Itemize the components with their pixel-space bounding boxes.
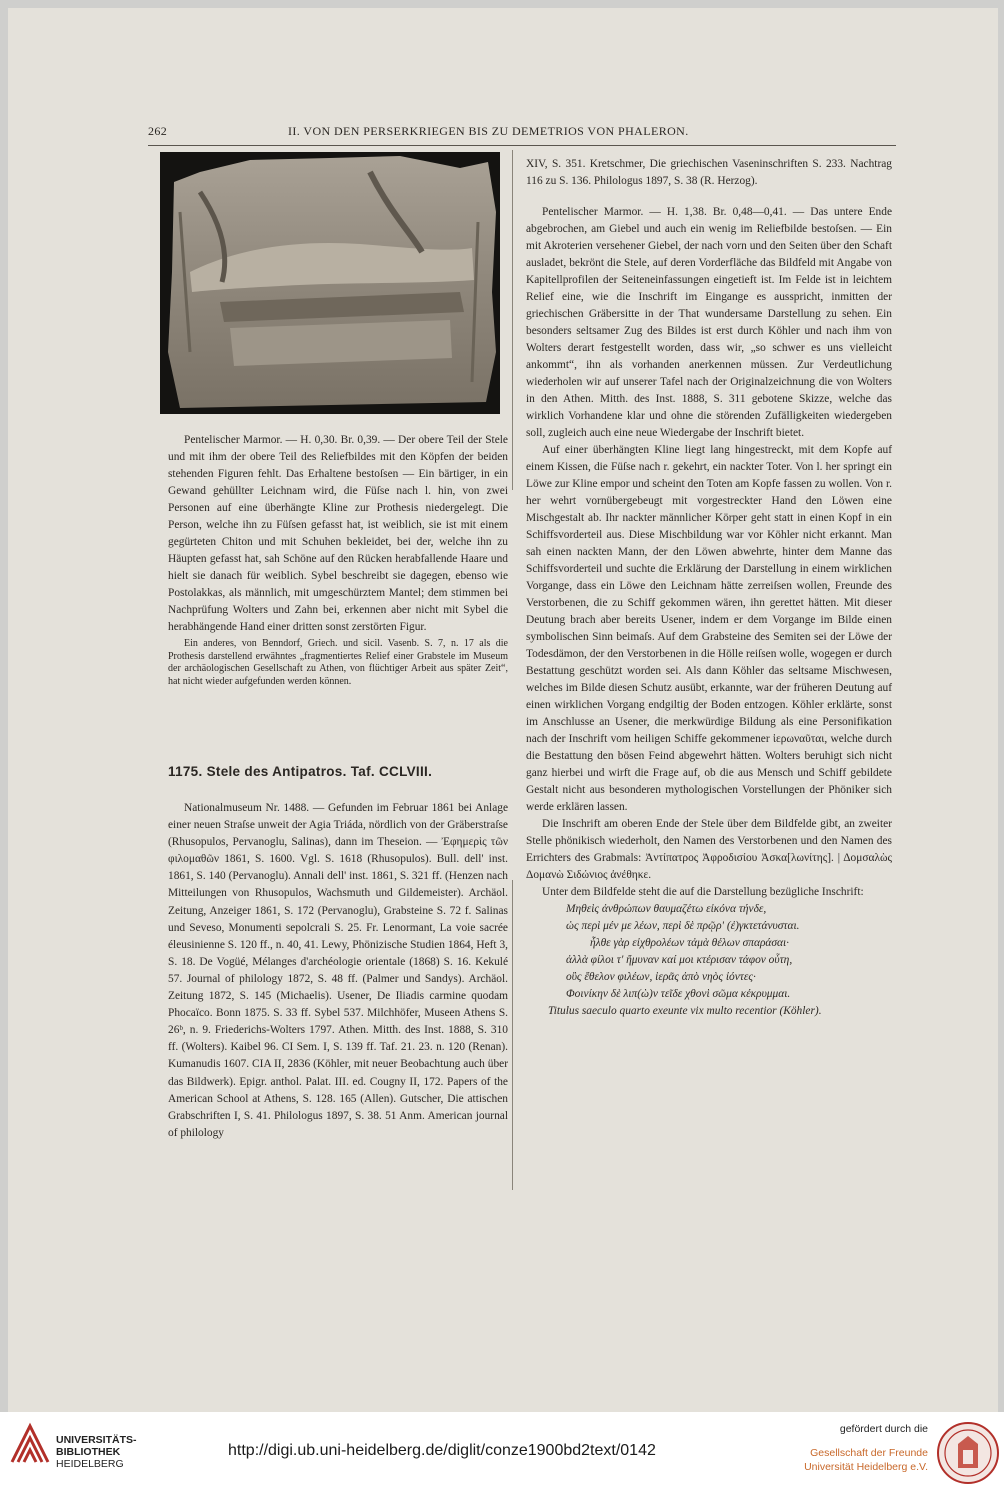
sponsor-org-line: Universität Heidelberg e.V.: [804, 1461, 928, 1473]
right-column: [526, 156, 892, 1020]
library-name-line: BIBLIOTHEK: [56, 1446, 121, 1458]
verse-line: οὓς ἔθελον φιλέων, ἱερᾶς ἀπὸ νηὸς ἰόντες·: [566, 971, 756, 983]
bibliography: [168, 800, 508, 1142]
footer-bar: [0, 1412, 1004, 1495]
sponsor-note: [778, 1422, 928, 1474]
paragraph: Pentelischer Marmor. — H. 1,38. Br. 0,48—0,41. — Das untere Ende abgebrochen, am Giebel und auch ein wenig im Reliefbilde bestoſsen. — Ein mit Akroterien versehener Giebel, der nach vorn und den Seiten über den Schaft ausladet, bekrönt die Stele, auf deren Vorderfläche das Bildfeld mit Angabe von Kapitellprofilen der Seiteneinfassungen eingetieft ist. Im Felde ist in leichtem Relief eine, wie die Inschrift im Eingange es ausspricht, inmitten der griechischen Gräbersitte in der That wundersame Darstellung zu sehen. Ein besonders seltsamer Zug des Bildes ist erst durch Köhler und nach ihm von Wolters derart festgestellt worden, dass wir, „so schwer es uns vielleicht ankommt“, ihn als vorhanden anerkennen müssen. Zur Verdeutlichung wiederholen wir auf unserer Tafel nach der Originalzeichnung die von Wolters in den Athen. Mitth. des Inst. 1888, S. 311 gebotene Skizze, welche das wirklich Vorhandene klar und ohne die störenden Zufälligkeiten wiedergeben soll, zugleich auch eine neue Wiedergabe der Inschrift bietet.: [526, 206, 892, 439]
relief-photograph: [160, 152, 500, 414]
column-rule: [512, 150, 513, 490]
verse-line: Μηθεὶς ἀνθρώπων θαυμαζέτω εἰκόνα τήνδε,: [566, 903, 767, 915]
running-title: II. VON DEN PERSERKRIEGEN BIS ZU DEMETRIOS VON PHALERON.: [288, 124, 689, 138]
caption-paragraph: Pentelischer Marmor. — H. 0,30. Br. 0,39. — Der obere Teil der Stele und mit ihm der obere Teil des Reliefbildes mit den Köpfen der beiden stehenden Figuren fehlt. Das Erhaltene bestoſsen — Ein bärtiger, in ein Gewand gehüllter Leichnam wird, die Füſse nach l. hin, von zwei Personen auf eine überhängte Kline zur Prothesis niedergelegt. Die Person, welche ihn zu Füſsen gefasst hat, ist weiblich, sie ist mit einem gegürteten Chiton und mit Schuhen bekleidet, bei der, welche ihn zu Häupten gefasst hat, sah Schöne auf den Rücken herabfallende Haare und hielt sie danach für weiblich. Sybel beschreibt sie dagegen, ebenso wie Postolakkas, als männlich, mit umgeschürztem Mantel; dem stimmen bei Nachprüfung Wolters und Zahn bei, erkennen aber nicht mit Sybel die herabhängende Hand einer dritten sonst zerstörten Figur.: [168, 434, 508, 633]
bibliography-text: Nationalmuseum Nr. 1488. — Gefunden im Februar 1861 bei Anlage einer neuen Straſse unweit der Agia Triáda, nördlich von der Gräberstraſse (Rhusopulos, Pervanoglu, Salinas), dann im Theseion. — Ἐφημερὶς τῶν φιλομαθῶν 1861, S. 1600. Vgl. S. 1618 (Rhusopulos). Bull. dell' inst. 1861, S. 140 (Pervanoglu). Annali dell' inst. 1861, S. 321 ff. (Henzen nach Mitteilungen von Rhusopulos, Wachsmuth und Gildemeister). Archäol. Zeitung, Anzeiger 1861, S. 172 (Pervanoglu), Grabsteine S. 72 f. Salinas und Seveso, Monumenti sepolcrali S. 25. Fr. Lenormant, La voie sacrée éleusinienne S. 120 ff., n. 40, 41. Lewy, Phönizische Studien 1864, Heft 3, S. 18. De Vogüé, Mélanges d'archéologie orientale (1868) S. 16. Kekulé 57. Journal of philology 1872, S. 48 ff. (Palmer und Sandys). Archäol. Zeitung 1872, S. 145 (Michaelis). Usener, De Iliadis carmine quodam Phocaïco. Bonn 1875. S. 33 ff. Sybel 537. Milchhöfer, Museen Athens S. 26ᵇ, n. 9. Friederichs-Wolters 1797. Athen. Mitth. des Inst. 1888, S. 310 ff. (Wolters). Kaibel 96. CI Sem. I, S. 139 ff. Taf. 21. 23. n. 120 (Renan). Kumanudis 1607. CIA II, 2836 (Köhler, mit neuer Beobachtung auch über das Bildwerk). Epigr. anthol. Palat. III. ed. Cougny II, 172. Papers of the American School at Athens, S. 128. 165 (Allen). Gutscher, Die attischen Grabschriften I, S. 41. Philologus 1897, S. 38. 51 Anm. American journal of philology: [168, 802, 508, 1139]
verse-line: ὡς περὶ μέν με λέων, περὶ δὲ πρῷρ' (ἐ)γκτετάνυσται.: [566, 920, 800, 932]
library-logo-icon: [8, 1422, 52, 1466]
paragraph: Auf einer überhängten Kline liegt lang hingestreckt, mit dem Kopfe auf einem Kissen, die Füſse nach r. gekehrt, ein nackter Toter. Von l. her springt ein Löwe zur Kline empor und scheint den Toten am Kopfe fassen zu wollen. Von r. her wehrt vornübergebeugt mit vorgestreckter Hand den Löwen eine Mischgestalt ab. Ihr nackter männlicher Körper geht statt in einen Kopf in ein Schiffsvorderteil aus. Diese Mischbildung war vor Köhler nicht erkannt. Man sah einen nackten Mann, der den Löwen abwehrte, hinter dem Manne das Schiffsvorderteil und suchte die Erklärung der Darstellung in einem wirklichen Vorgange, dass ein Löwe den Leichnam hätte zerreiſsen wollen, Freunde des Verstorbenen, die zu Schiff gekommen wären, ihn gerettet hätten. Mit dieser Deutung brach aber bereits Usener, indem er dem Vorgange im Bilde einen symbolischen Sinn beimaſs. Auf dem Grabsteine des Semiten sei der Löwe der Todesdämon, der den Verstorbenen in die Hölle reiſsen wolle, wogegen er durch Bestattung geschützt worden sei. Als dann Köhler das seltsame Mischwesen, welches im Bilde diesen Schutz ausübt, erkannte, war der früheren Deutung auf einen wirklichen Vorgang endgiltig der Boden entzogen. Köhler erklärte, sonst im Anschlusse an Usener, die merkwürdige Bildung als eine Personifikation nach der Inschrift vom heiligen Schiffe gekommener ἱερωναῦται, welche durch die Bestattung den bösen Feind abgewehrt hätten. Wolters beruhigt sich nicht ganz hierbei und wirft die Frage auf, ob die aus Mensch und Schiff gebildete Gestalt nicht aus besonderen mythologischen Vorstellungen der Phöniker sich werde erklären lassen.: [526, 444, 892, 813]
sponsor-lead: gefördert durch die: [839, 1423, 928, 1435]
greek-inscription: [526, 901, 892, 1020]
column-rule: [512, 880, 513, 1190]
university-seal-icon: [936, 1420, 1000, 1486]
page-number: 262: [148, 124, 168, 138]
inscription-date-note: Titulus saeculo quarto exeunte vix multo recentior (Köhler).: [548, 1005, 822, 1017]
left-caption: [168, 432, 508, 688]
verse-line: ἦλθε γὰρ εἰχθρολέων τἀμὰ θέλων σπαράσαι·: [590, 937, 790, 949]
header-rule: [148, 145, 896, 146]
library-name: [56, 1434, 137, 1470]
paragraph: Die Inschrift am oberen Ende der Stele über dem Bildfelde gibt, an zweiter Stelle phönikisch wiederholt, den Namen des Verstorbenen und den Namen des Errichters des Grabmals: Ἀντίπατρος Ἀφροδισίου Ἀσκα[λωνίτης]. | Δομσαλὼς Δομανὼ Σιδώνιος ἀνέθηκε.: [526, 818, 892, 881]
relief-image: [160, 152, 500, 414]
paragraph: Unter dem Bildfelde steht die auf die Darstellung bezügliche Inschrift:: [542, 886, 864, 898]
library-name-line: HEIDELBERG: [56, 1458, 124, 1470]
verse-line: ἀλλὰ φίλοι τ' ἤμυναν καί μοι κτέρισαν τάφον οὗτη,: [566, 954, 793, 966]
section-heading: 1175. Stele des Antipatros. Taf. CCLVIII.: [168, 764, 433, 779]
small-note: Ein anderes, von Benndorf, Griech. und sicil. Vasenb. S. 7, n. 17 als die Prothesis darstellend erwähntes „fragmentiertes Relief einer Grabstele im Museum der archäologischen Gesellschaft zu Athen, von flüchtiger Arbeit aus später Zeit“, hat nicht wieder aufgefunden werden können.: [168, 638, 508, 687]
sponsor-org-line: Gesellschaft der Freunde: [810, 1447, 928, 1459]
verse-line: Φοινίκην δὲ λιπ(ὼ)ν τεῖδε χθονὶ σῶμα κέκρυμμαι.: [566, 988, 791, 1000]
continuation-text: XIV, S. 351. Kretschmer, Die griechischen Vaseninschriften S. 233. Nachtrag 116 zu S. 136. Philologus 1897, S. 38 (R. Herzog).: [526, 158, 892, 187]
library-name-line: UNIVERSITÄTS-: [56, 1434, 137, 1446]
permalink[interactable]: http://digi.ub.uni-heidelberg.de/diglit/conze1900bd2text/0142: [228, 1442, 656, 1459]
running-head: [148, 122, 896, 142]
